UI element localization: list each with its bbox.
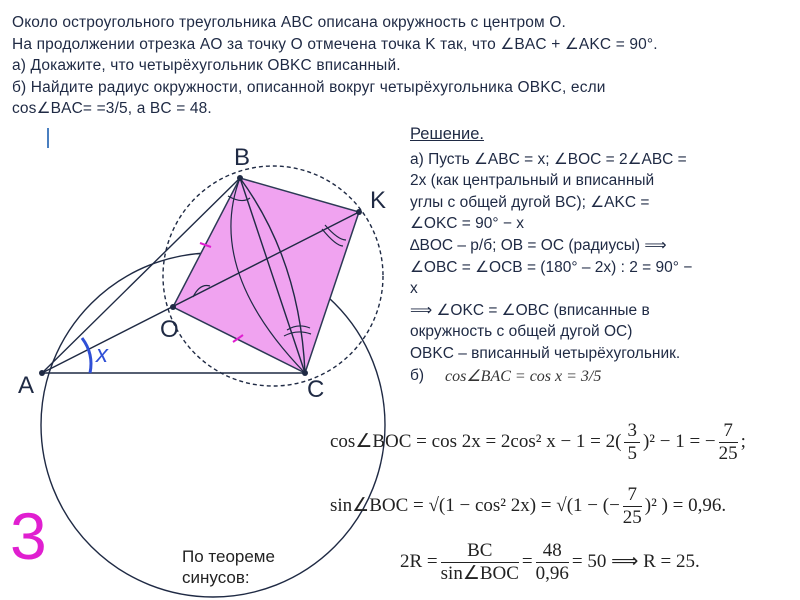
point-b	[237, 175, 243, 181]
frac-den: sin∠BOC	[440, 563, 519, 584]
formula-text: =	[521, 550, 533, 572]
formula-text: ² − 1 = −	[649, 430, 716, 452]
quadrilateral-obkc	[173, 178, 359, 373]
label-c: C	[307, 376, 325, 403]
solution-line: окружность с общей дугой OC)	[410, 323, 633, 341]
fraction-7-25	[719, 420, 738, 465]
formula-text: = 50 ⟹ R = 25.	[571, 550, 700, 572]
fraction-7-25	[623, 484, 642, 529]
frac-num: BC	[441, 540, 519, 563]
problem-line: б) Найдите радиус окружности, описанной вокруг четырёхугольника OBKC, если	[12, 78, 606, 96]
formula-sin-boc	[330, 484, 726, 529]
frac-den: 25	[718, 443, 738, 464]
solution-line: б)	[410, 366, 425, 384]
point-a	[39, 370, 45, 376]
formula-text: cos∠BOC = cos 2x = 2cos² x − 1 = 2	[330, 430, 616, 452]
label-a: A	[18, 372, 35, 399]
formula-cos-boc	[330, 420, 746, 465]
solution-line: ∆BOC – р/б; OB = OC (радиусы) ⟹	[410, 236, 667, 254]
label-k: K	[370, 187, 387, 214]
formula-text: sin∠BOC = √(1 − cos² 2x) = √(1 − (−	[330, 494, 620, 516]
solution-line: ⟹ ∠OKC = ∠OBC (вписанные в	[410, 301, 650, 319]
solution-line: а) Пусть ∠ABC = x; ∠BOC = 2∠ABC =	[410, 150, 687, 168]
solution-block	[410, 124, 795, 386]
formula-radius	[400, 540, 700, 585]
fraction-bc-sin	[441, 540, 519, 585]
solution-line: ∠OKC = 90° − x	[410, 215, 525, 233]
fraction-48-096	[536, 540, 569, 585]
section-number: 3	[10, 499, 47, 573]
solution-line: x	[410, 280, 418, 298]
frac-num: 48	[536, 540, 569, 563]
solution-line: ∠OBC = ∠OCB = (180° – 2x) : 2 = 90° −	[410, 258, 693, 276]
formula-text: 2R =	[400, 550, 438, 572]
fraction-3-5	[624, 420, 640, 465]
solution-line: углы с общей дугой BC); ∠AKC =	[410, 193, 650, 211]
frac-num: 7	[719, 420, 738, 443]
formula-text: )² ) = 0,96.	[644, 494, 727, 516]
formula-text: ;	[740, 430, 746, 452]
solution-line: OBKC – вписанный четырёхугольник.	[410, 344, 681, 362]
label-o: O	[160, 316, 179, 343]
angle-x-arc	[82, 338, 91, 373]
point-o	[170, 304, 176, 310]
frac-den: 5	[627, 443, 637, 464]
label-x: x	[96, 341, 108, 368]
point-k	[356, 209, 362, 215]
problem-line: Около остроугольного треугольника ABC описана окружность с центром O.	[12, 14, 566, 31]
paren-left: (	[615, 430, 622, 452]
theorem-line: По теореме	[182, 547, 275, 566]
frac-num: 3	[624, 420, 640, 443]
problem-line: cos∠BAC= =3/5, а BC = 48.	[12, 100, 212, 117]
label-b: B	[234, 144, 251, 171]
paren-right: )	[642, 430, 650, 452]
frac-den: 25	[622, 507, 642, 528]
solution-heading: Решение.	[410, 125, 484, 143]
frac-den: 0,96	[535, 563, 569, 584]
frac-num: 7	[623, 484, 642, 507]
problem-line: а) Докажите, что четырёхугольник OBKC вписанный.	[12, 57, 401, 74]
formula-cos-bac: cos∠BAC = cos x = 3/5	[445, 368, 602, 385]
solution-line: 2x (как центральный и вписанный	[410, 172, 655, 190]
theorem-note	[182, 546, 275, 588]
problem-line: На продолжении отрезка AO за точку O отмечена точка K так, что ∠BAC + ∠AKC = 90°.	[12, 35, 658, 53]
theorem-line: синусов:	[182, 568, 250, 587]
